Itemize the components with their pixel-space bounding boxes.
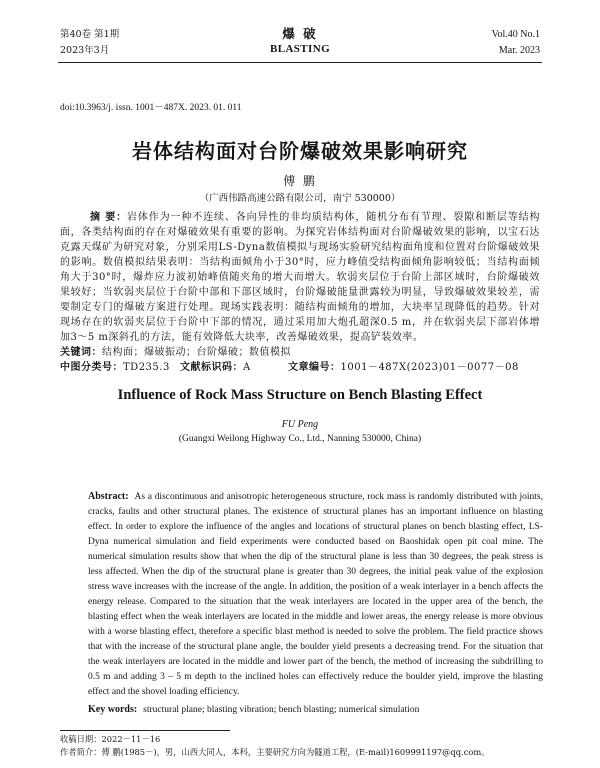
abstract-cn-block [60,210,540,375]
keywords-cn-text: 结构面；爆破振动；台阶爆破；数值模拟 [102,347,291,358]
journal-name-cn: 爆 破 [282,26,318,41]
doc-code-value: A [243,362,251,373]
article-no-value: 1001－487X(2023)01－0077－08 [340,362,519,373]
abstract-en-text: As a discontinuous and anisotropic heterogeneous structure, rock mass is randomly distributed with joints, cracks, faults and other structural planes. The existence of structural planes has an important influence on blasting effect. In order to explore the influence of the angles and locations of structural planes on bench blasting effect, LS-Dyna numerical simulation and field experiments were conducted based on Baoshidak open pit coal mine. The numerical simulation results show that when the dip of the structural plane is less than 30 degrees, the peak stress is less affected. When the dip of the structural plane is greater than 30 degrees, the initial peak value of the explosion stress wave increases with the increase of the angle. In addition, the position of a weak interlayer in a bench affects the energy release. Compared to the situation that the weak interlayers are located in the upper area of the bench, the blasting effect when the weak interlayers are located in the middle and lower areas, the energy release is more obvious with a worse blasting effect, therefore a specific blast method is needed to solve the problem. The field practice shows that with the increase of the structural plane angle, the boulder yield presents a decreasing trend. For the situation that the weak interlayers are located in the middle and lower part of the bench, the method of increasing the subdrilling to 0.5 m and adding 3 – 5 m depth to the inclined holes can effectively reduce the boulder yield, improve the blasting effect and the shovel loading efficiency. [88,492,543,697]
author-bio: 作者简介：傅 鹏(1985－)，男，山西大同人，本科，主要研究方向为隧道工程，(E-mail)1609991197@qq.com。 [60,746,490,757]
header-right [492,27,540,59]
article-number [288,360,519,375]
keywords-en-text: structural plane; blasting vibration; bench blasting; numerical simulation [143,705,420,715]
keywords-en-label: Key words: [88,704,138,715]
journal-name-en: BLASTING [269,43,331,55]
clc-value: TD235.3 [123,362,170,373]
volume-issue-en: Vol.40 No.1 [491,29,540,40]
article-no-label: 文章编号： [288,362,341,373]
footnote [60,733,542,758]
abstract-en-label: Abstract: [88,491,129,502]
clc-label: 中图分类号： [60,362,123,373]
title-en: Influence of Rock Mass Structure on Bench Blasting Effect [117,387,483,403]
doc-code-label: 文献标识码： [180,362,243,373]
abstract-cn-text: 岩体作为一种不连续、各向异性的非均质结构体，随机分布有节理、裂隙和断层等结构面，各类结构面的存在对爆破效果有重要的影响。为探究岩体结构面对台阶爆破效果的影响，以宝石达克露天煤矿为研究对象，分别采用LS-Dyna数值模拟与现场实验研究结构面角度和位置对台阶爆破效果的影响。数值模拟结果表明：当结构面倾角小于30°时，应力峰值受结构面倾角影响较低；当结构面倾角大于30°时，爆炸应力波初始峰值随夹角的增大而增大。软弱夹层位于台阶上部区域时，台阶爆破效果较好；当软弱夹层位于台阶中部和下部区域时，台阶爆破能量泄露较为明显，导致爆破效果较差，需要制定专门的爆破方案进行处理。现场实践表明：随结构面倾角的增加，大块率呈现降低的趋势。针对现场存在的软弱夹层位于台阶中下部的情况，通过采用加大炮孔超深0.5 m，并在软弱夹层下部岩体增加3～5 m深斜孔的方法，能有效降低大块率，改善爆破效果，提高铲装效率。 [60,212,541,343]
document-code [180,360,288,375]
doi: doi:10.3963/j. issn. 1001－487X. 2023. 01. 011 [60,103,242,113]
keywords-cn-label: 关键词： [60,347,102,358]
date-cn: 2023年3月 [60,45,110,56]
received-date: 收稿日期：2022－11－16 [60,734,161,744]
title-cn: 岩体结构面对台阶爆破效果影响研究 [132,139,468,163]
keywords-cn [60,345,540,360]
volume-issue-cn: 第40卷 第1期 [60,29,120,40]
classification-line [60,360,540,375]
clc-number [60,360,180,375]
abstract-cn-label: 摘 要： [90,212,127,223]
header-rule [58,62,542,63]
affiliation-en: (Guangxi Weilong Highway Co., Ltd., Nanning 530000, China) [178,434,422,444]
footnote-rule [60,730,230,731]
abstract-en-block [88,489,543,718]
keywords-en [88,702,543,718]
abstract-en [88,489,543,700]
author-cn: 傅 鹏 [283,174,317,188]
affiliation-cn: （广西伟路高速公路有限公司，南宁 530000） [199,193,401,204]
author-en: FU Peng [281,419,319,430]
date-en: Mar. 2023 [498,45,540,56]
abstract-cn [60,210,540,345]
